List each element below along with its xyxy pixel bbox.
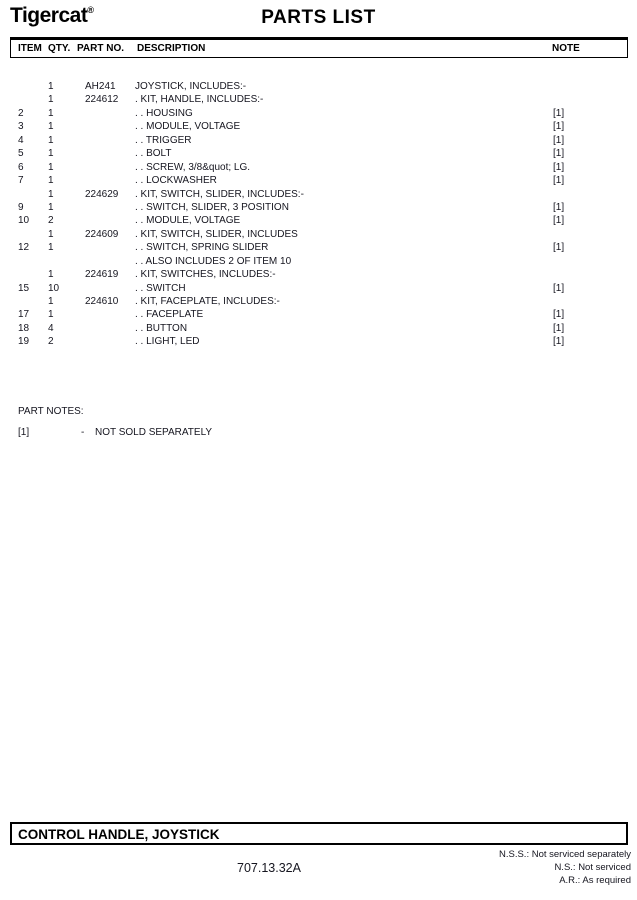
legend-line-nss: N.S.S.: Not serviced separately xyxy=(499,849,631,860)
cell-item: 7 xyxy=(18,175,24,187)
cell-qty: 1 xyxy=(48,296,54,307)
table-row xyxy=(0,282,637,295)
legend-line-ar: A.R.: As required xyxy=(559,875,631,886)
cell-note: [1] xyxy=(553,175,565,187)
cell-qty: 1 xyxy=(48,134,54,146)
cell-qty: 1 xyxy=(48,81,54,92)
cell-note: [1] xyxy=(553,201,565,213)
table-row xyxy=(0,80,637,93)
parts-table-header xyxy=(10,37,628,58)
cell-note: [1] xyxy=(553,161,565,173)
cell-desc: . . TRIGGER xyxy=(135,134,192,146)
cell-qty: 1 xyxy=(48,107,54,119)
cell-desc: . . LOCKWASHER xyxy=(135,175,217,187)
cell-desc: . KIT, SWITCHES, INCLUDES:- xyxy=(135,269,276,281)
cell-part: AH241 xyxy=(85,81,116,92)
column-header-item: ITEM xyxy=(18,43,42,54)
parts-table-body xyxy=(0,80,637,349)
cell-item: 2 xyxy=(18,107,24,119)
part-note-entry xyxy=(0,427,637,440)
part-note-dash: - xyxy=(81,427,85,438)
table-row xyxy=(0,147,637,160)
table-row xyxy=(0,93,637,106)
cell-part: 224619 xyxy=(85,269,119,281)
column-header-qty: QTY. xyxy=(48,43,71,54)
cell-part: 224610 xyxy=(85,296,119,307)
column-header-description: DESCRIPTION xyxy=(137,43,206,54)
cell-note: [1] xyxy=(553,215,565,227)
cell-desc: . . FACEPLATE xyxy=(135,309,204,321)
cell-desc: . KIT, HANDLE, INCLUDES:- xyxy=(135,94,264,106)
cell-desc: . . MODULE, VOLTAGE xyxy=(135,121,241,133)
cell-note: [1] xyxy=(553,322,565,334)
cell-item: 17 xyxy=(18,309,30,321)
cell-part: 224629 xyxy=(85,188,119,200)
table-row xyxy=(0,161,637,174)
cell-qty: 2 xyxy=(48,336,54,348)
cell-note: [1] xyxy=(553,107,565,119)
cell-item: 10 xyxy=(18,215,30,227)
cell-desc: . . SWITCH, SLIDER, 3 POSITION xyxy=(135,201,289,213)
cell-desc: . . SWITCH xyxy=(135,282,186,294)
cell-desc: . . SCREW, 3/8&quot; LG. xyxy=(135,161,251,173)
cell-item: 18 xyxy=(18,322,30,334)
cell-qty: 1 xyxy=(48,201,54,213)
registered-trademark-symbol: ® xyxy=(87,5,94,15)
cell-desc: . . ALSO INCLUDES 2 OF ITEM 10 xyxy=(135,255,292,267)
cell-qty: 1 xyxy=(48,161,54,173)
part-notes-heading: PART NOTES: xyxy=(18,406,84,417)
cell-qty: 4 xyxy=(48,322,54,334)
part-note-ref: [1] xyxy=(18,427,30,438)
cell-item: 12 xyxy=(18,242,30,254)
cell-qty: 1 xyxy=(48,228,54,240)
cell-qty: 1 xyxy=(48,269,54,281)
abbreviation-legend xyxy=(499,848,631,887)
table-row xyxy=(0,295,637,308)
cell-desc: . KIT, SWITCH, SLIDER, INCLUDES xyxy=(135,228,298,240)
cell-part: 224612 xyxy=(85,94,119,106)
cell-qty: 10 xyxy=(48,282,60,294)
cell-item: 6 xyxy=(18,161,24,173)
cell-note: [1] xyxy=(553,282,565,294)
cell-desc: . KIT, SWITCH, SLIDER, INCLUDES:- xyxy=(135,188,304,200)
cell-note: [1] xyxy=(553,242,565,254)
cell-item: 19 xyxy=(18,336,30,348)
cell-part: 224609 xyxy=(85,228,119,240)
cell-item: 9 xyxy=(18,201,24,213)
cell-qty: 2 xyxy=(48,215,54,227)
table-row xyxy=(0,214,637,227)
table-row xyxy=(0,268,637,281)
table-row xyxy=(0,201,637,214)
cell-item: 3 xyxy=(18,121,24,133)
cell-desc: . KIT, FACEPLATE, INCLUDES:- xyxy=(135,296,280,307)
part-note-text: NOT SOLD SEPARATELY xyxy=(95,427,213,438)
table-row xyxy=(0,174,637,187)
table-row xyxy=(0,188,637,201)
cell-desc: . . LIGHT, LED xyxy=(135,336,200,348)
table-row xyxy=(0,228,637,241)
table-row xyxy=(0,255,637,268)
tigercat-logo-text: Tigercat xyxy=(10,4,88,27)
page-title: PARTS LIST xyxy=(261,7,376,28)
table-row xyxy=(0,322,637,335)
cell-note: [1] xyxy=(553,148,565,160)
cell-item: 5 xyxy=(18,148,24,160)
cell-note: [1] xyxy=(553,336,565,348)
cell-qty: 1 xyxy=(48,175,54,187)
cell-desc: JOYSTICK, INCLUDES:- xyxy=(135,81,247,92)
cell-item: 15 xyxy=(18,282,30,294)
cell-qty: 1 xyxy=(48,148,54,160)
cell-qty: 1 xyxy=(48,309,54,321)
cell-note: [1] xyxy=(553,134,565,146)
legend-line-ns: N.S.: Not serviced xyxy=(554,862,631,873)
assembly-title: CONTROL HANDLE, JOYSTICK xyxy=(18,827,220,842)
page-code: 707.13.32A xyxy=(237,861,301,875)
cell-qty: 1 xyxy=(48,94,54,106)
cell-qty: 1 xyxy=(48,242,54,254)
table-row xyxy=(0,120,637,133)
table-row xyxy=(0,241,637,254)
table-row xyxy=(0,134,637,147)
table-row xyxy=(0,335,637,348)
cell-note: [1] xyxy=(553,309,565,321)
assembly-title-box xyxy=(10,822,628,845)
column-header-note: NOTE xyxy=(552,43,580,54)
cell-desc: . . SWITCH, SPRING SLIDER xyxy=(135,242,269,254)
cell-item: 4 xyxy=(18,134,24,146)
cell-desc: . . HOUSING xyxy=(135,107,193,119)
cell-qty: 1 xyxy=(48,188,54,200)
table-row xyxy=(0,308,637,321)
cell-desc: . . BOLT xyxy=(135,148,172,160)
table-row xyxy=(0,107,637,120)
cell-qty: 1 xyxy=(48,121,54,133)
cell-desc: . . MODULE, VOLTAGE xyxy=(135,215,241,227)
column-header-part-no: PART NO. xyxy=(77,43,125,54)
cell-desc: . . BUTTON xyxy=(135,322,188,334)
cell-note: [1] xyxy=(553,121,565,133)
